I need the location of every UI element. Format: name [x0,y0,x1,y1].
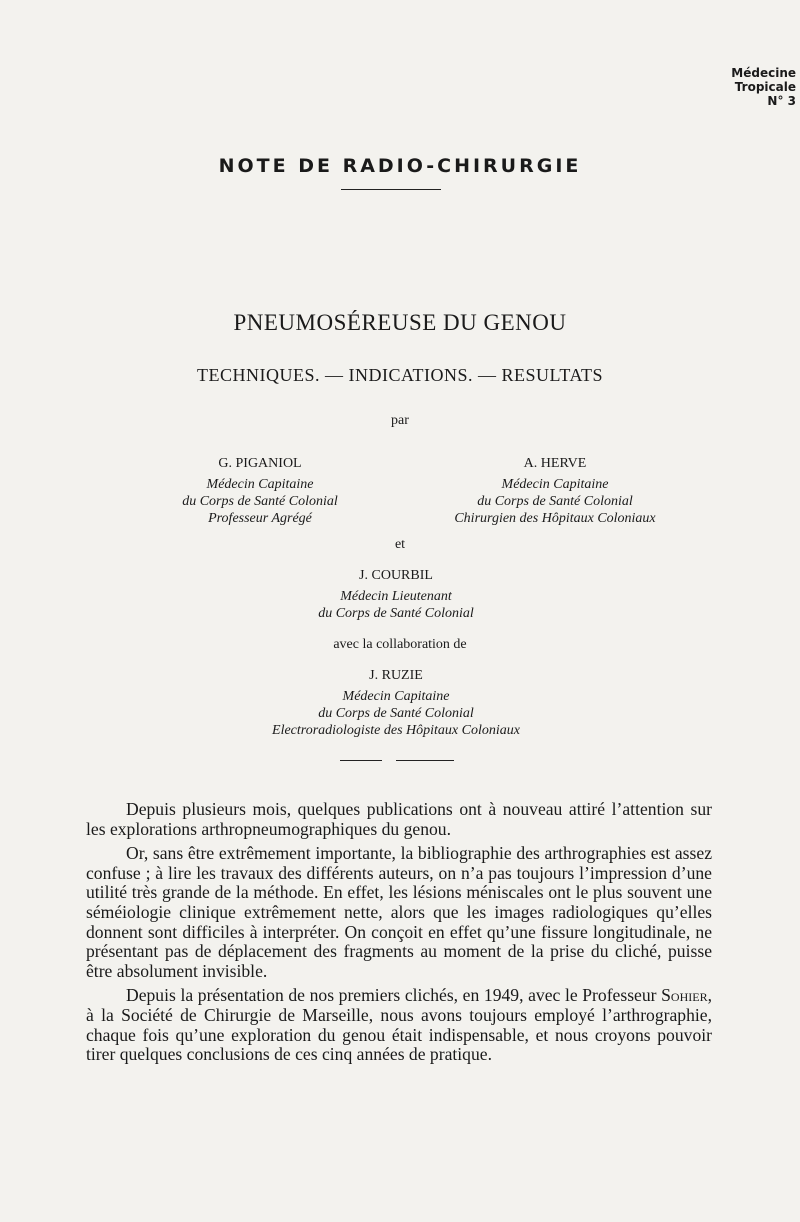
author-role: Médecin Lieutenant [340,589,452,604]
section-heading: NOTE DE RADIO-CHIRURGIE [218,155,582,177]
journal-corner-label [731,66,796,108]
author-name: J. RUZIE [369,668,423,683]
article-subtitle: TECHNIQUES. — INDICATIONS. — RESULTATS [197,365,603,385]
journal-issue-number: N° 3 [767,94,796,108]
author-name: A. HERVE [523,456,587,471]
author-name: J. COURBIL [359,568,433,583]
author-role: Professeur Agrégé [208,511,312,526]
author-name: G. PIGANIOL [218,456,302,471]
author-role: du Corps de Santé Colonial [318,606,474,621]
author-role: Médecin Capitaine [342,689,450,704]
journal-name-line1: Médecine [731,66,796,80]
author-collaborator [196,667,596,739]
body-paragraph: Or, sans être extrêmement importante, la bibliographie des arthrographies est assez confuse ; à lire les travaux des différents auteurs, on n’a pas toujours l’impression d’une utilité très grande de la méthode. En effet, les lésions méniscales ont le plus souvent une séméiologie clinique extrêmement nette, alors que les images radiologiques qu’elles donnent sont difficiles à interpréter. On conçoit en effet qu’une fissure longitudinale, ne présentant pas de déplacement des fragments au moment de la prise du cliché, puisse être absolument invisible. [86,843,712,981]
author-right [405,455,705,527]
author-left [110,455,410,527]
separator-dashes [340,760,460,764]
article-body [86,800,712,1070]
author-role: du Corps de Santé Colonial [477,494,633,509]
body-text-segment: Depuis la présentation de nos premiers clichés, en 1949, avec le Professeur [126,985,662,1006]
author-role: Médecin Capitaine [206,477,314,492]
author-third [246,567,546,622]
collaboration-label: avec la collaboration de [333,637,467,652]
and-label: et [394,537,406,552]
author-role: Médecin Capitaine [501,477,609,492]
body-paragraph [86,986,712,1064]
author-role: Electroradiologiste des Hôpitaux Coloniaux [272,723,520,738]
by-label: par [391,413,409,428]
journal-name-line2: Tropicale [734,80,796,94]
cited-name: Sohier [661,985,708,1006]
body-text-segment: , à la Société de Chirurgie de Marseille, nous avons toujours employé l’arthrographie, chaque fois qu’une exploration du genou était indispensable, et nous croyons pouvoir tirer quelques conclusions de ces cinq années de pratique. [86,985,712,1065]
author-role: Chirurgien des Hôpitaux Coloniaux [454,511,656,526]
body-paragraph: Depuis plusieurs mois, quelques publications ont à nouveau attiré l’attention sur les explorations arthropneumographiques du genou. [86,799,712,839]
article-title: PNEUMOSÉREUSE DU GENOU [233,310,567,335]
author-role: du Corps de Santé Colonial [182,494,338,509]
author-role: du Corps de Santé Colonial [318,706,474,721]
section-heading-rule [341,189,441,190]
